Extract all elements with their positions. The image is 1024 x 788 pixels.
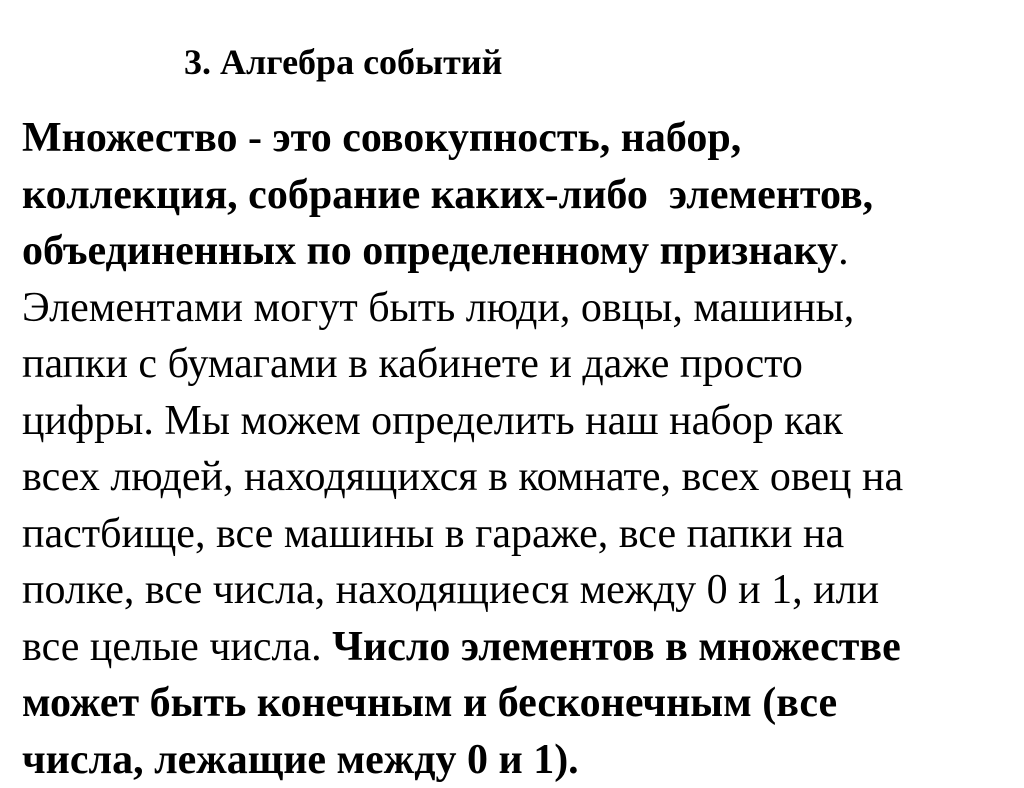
text-run: пастбище, все машины в гараже, все папки на	[22, 510, 845, 557]
paragraph-line	[22, 110, 741, 166]
paragraph-line	[22, 393, 843, 449]
text-run: Элементами могут быть люди, овцы, машины,	[22, 284, 855, 331]
bold-text-run: коллекция, собрание каких-либо элементов,	[22, 171, 874, 218]
paragraph-line	[22, 336, 803, 392]
bold-text-run: Число элементов в множестве	[332, 623, 901, 670]
paragraph-line	[22, 619, 901, 675]
text-run: всех людей, находящихся в комнате, всех овец на	[22, 454, 904, 500]
paragraph-line	[22, 449, 903, 505]
bold-text-run: числа, лежащие между 0 и 1).	[22, 736, 579, 783]
paragraph-line	[22, 675, 837, 731]
text-run: папки с бумагами в кабинете и даже просто	[22, 341, 803, 387]
text-run: все целые числа.	[22, 623, 333, 670]
paragraph-line	[22, 223, 849, 279]
bold-text-run: может быть конечным и бесконечным (все	[22, 680, 838, 726]
paragraph-line	[22, 562, 879, 618]
text-run: .	[838, 228, 849, 274]
bold-text-run: Множество - это совокупность, набор,	[22, 115, 742, 161]
text-run: цифры. Мы можем определить наш набор как	[22, 397, 843, 444]
paragraph-line	[22, 506, 844, 562]
slide-title: 3. Алгебра событий	[184, 42, 503, 82]
paragraph-line	[22, 280, 854, 336]
paragraph-line	[22, 732, 579, 788]
bold-text-run: объединенных по определенному признаку	[22, 228, 839, 274]
paragraph-line	[22, 167, 873, 223]
text-run: полке, все числа, находящиеся между 0 и 1, или	[22, 567, 880, 613]
